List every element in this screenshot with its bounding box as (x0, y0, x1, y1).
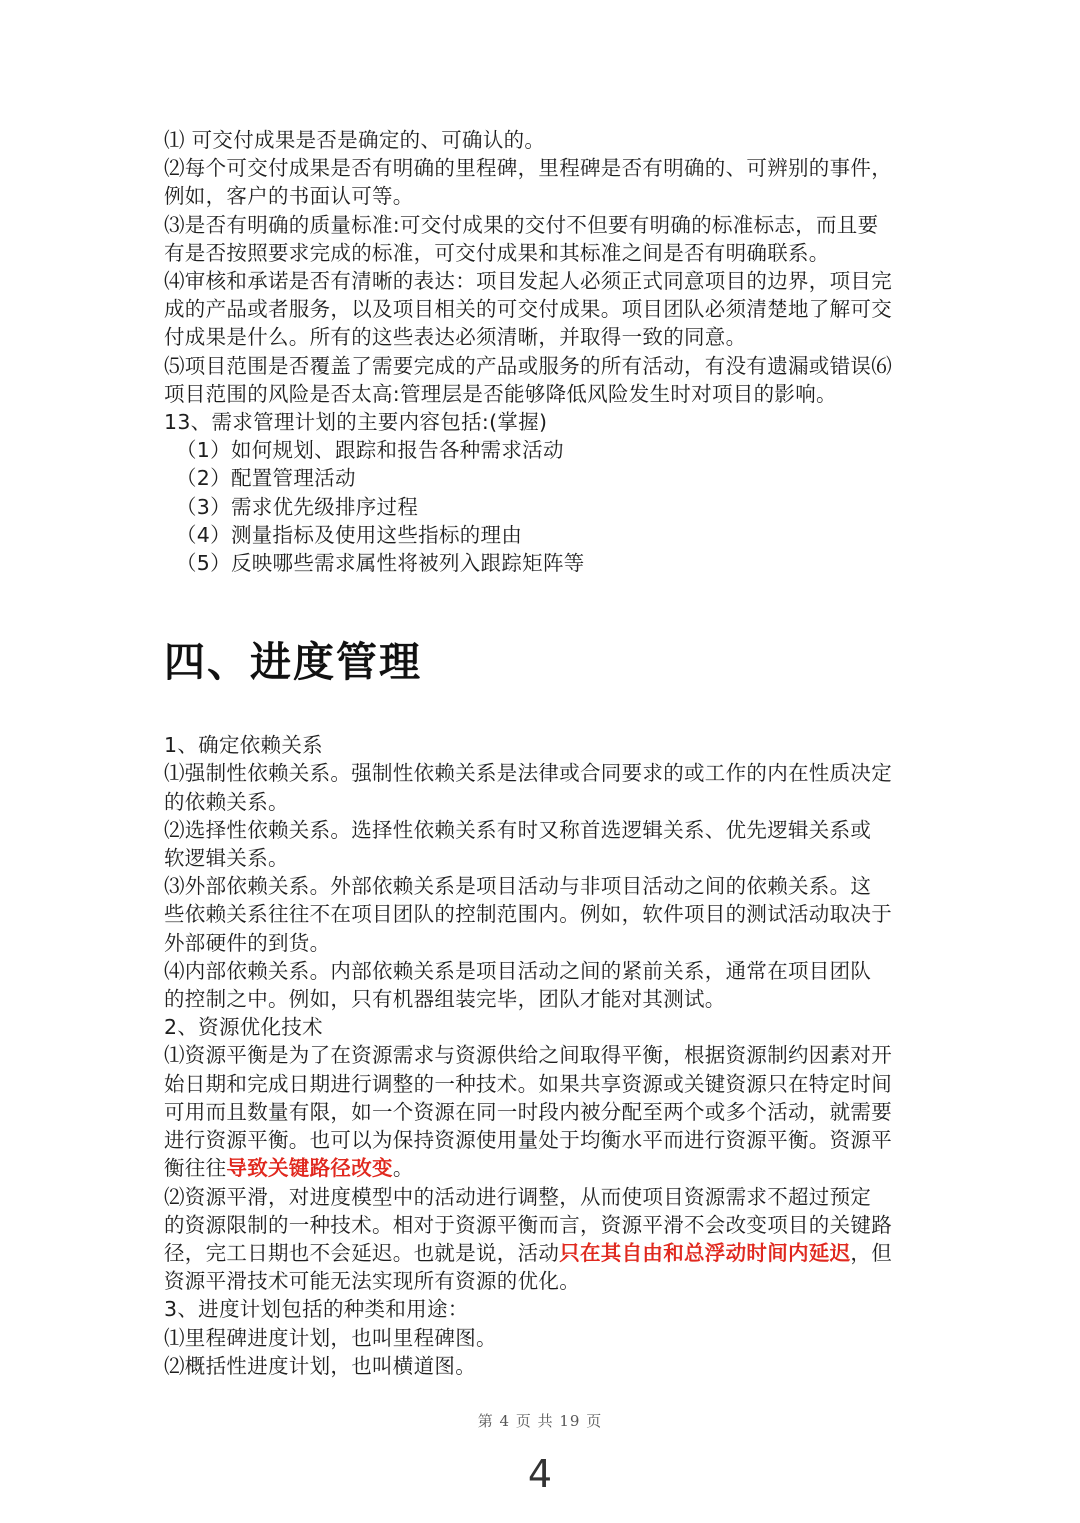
text-line: ⑶是否有明确的质量标准:可交付成果的交付不但要有明确的标准标志，而且要 (164, 212, 879, 237)
item-13-title: 13、需求管理计划的主要内容包括:(掌握) (164, 410, 548, 435)
text-span: 径，完工日期也不会延迟。也就是说，活动 (164, 1240, 560, 1265)
text-line: 进行资源平衡。也可以为保持资源使用量处于均衡水平而进行资源平衡。资源平 (164, 1128, 892, 1153)
scope-verification-list (164, 126, 924, 577)
page-number: 4 (527, 1452, 553, 1496)
schedule-management-section (164, 731, 924, 1380)
text-line: 成的产品或者服务，以及项目相关的可交付成果。项目团队必须清楚地了解可交 (164, 297, 892, 322)
text-line: 付成果是什么。所有的这些表达必须清晰，并取得一致的同意。 (164, 325, 747, 350)
text-line: 可用而且数量有限，如一个资源在同一时段内被分配至两个或多个活动，就需要 (164, 1099, 892, 1124)
text-line: 项目范围的风险是否太高:管理层是否能够降低风险发生时对项目的影响。 (164, 381, 837, 406)
text-line: ⑵选择性依赖关系。选择性依赖关系有时又称首选逻辑关系、优先逻辑关系或 (164, 817, 872, 842)
highlighted-text: 导致关键路径改变 (226, 1156, 393, 1181)
text-line: 2、资源优化技术 (164, 1015, 323, 1040)
text-line: 3、进度计划包括的种类和用途： (164, 1297, 469, 1322)
text-line: ⑴ 可交付成果是否是确定的、可确认的。 (164, 128, 546, 152)
text-line: ⑴强制性依赖关系。强制性依赖关系是法律或合同要求的或工作的内在性质决定 (164, 761, 892, 786)
text-line: ⑴里程碑进度计划，也叫里程碑图。 (164, 1325, 497, 1350)
text-line: ⑶外部依赖关系。外部依赖关系是项目活动与非项目活动之间的依赖关系。这 (164, 874, 872, 899)
text-line: ⑵每个可交付成果是否有明确的里程碑，里程碑是否有明确的、可辨别的事件， (164, 156, 892, 181)
text-line: 软逻辑关系。 (164, 846, 289, 871)
text-line: 的控制之中。例如，只有机器组装完毕，团队才能对其测试。 (164, 987, 726, 1012)
text-span: ，但 (850, 1240, 893, 1265)
text-line: ⑷内部依赖关系。内部依赖关系是项目活动之间的紧前关系，通常在项目团队 (164, 958, 872, 983)
text-line: ⑴资源平衡是为了在资源需求与资源供给之间取得平衡，根据资源制约因素对开 (164, 1043, 892, 1068)
text-line: ⑵概括性进度计划，也叫横道图。 (164, 1353, 476, 1378)
text-line: 的依赖关系。 (164, 789, 289, 814)
sub-list-item: （4）测量指标及使用这些指标的理由 (176, 522, 523, 547)
sub-list-item: （3）需求优先级排序过程 (176, 494, 419, 519)
text-line: 的资源限制的一种技术。相对于资源平衡而言，资源平滑不会改变项目的关键路 (164, 1212, 892, 1237)
text-line: ⑸项目范围是否覆盖了需要完成的产品或服务的所有活动，有没有遗漏或错误⑹ (164, 353, 892, 378)
text-line: 例如，客户的书面认可等。 (164, 184, 414, 209)
text-line (164, 1154, 924, 1182)
text-line: 资源平滑技术可能无法实现所有资源的优化。 (164, 1269, 580, 1294)
text-line: 外部硬件的到货。 (164, 930, 331, 955)
document-body (164, 126, 924, 1380)
sub-list-item: （5）反映哪些需求属性将被列入跟踪矩阵等 (176, 551, 585, 576)
text-span: 衡往往 (164, 1156, 227, 1181)
highlighted-text: 只在其自由和总浮动时间内延迟 (559, 1240, 851, 1265)
text-line: 始日期和完成日期进行调整的一种技术。如果共享资源或关键资源只在特定时间 (164, 1071, 892, 1096)
text-line: 些依赖关系往往不在项目团队的控制范围内。例如，软件项目的测试活动取决于 (164, 902, 892, 927)
section-heading: 四、进度管理 (164, 638, 422, 687)
text-line: ⑵资源平滑，对进度模型中的活动进行调整，从而使项目资源需求不超过预定 (164, 1184, 872, 1209)
sub-list-item: （2）配置管理活动 (176, 466, 356, 491)
text-line (164, 1239, 924, 1267)
sub-list-item: （1）如何规划、跟踪和报告各种需求活动 (176, 438, 564, 463)
text-span: 。 (392, 1156, 414, 1181)
text-line: 1、确定依赖关系 (164, 733, 323, 758)
text-line: 有是否按照要求完成的标准，可交付成果和其标准之间是否有明确联系。 (164, 240, 830, 265)
page-footer: 第 4 页 共 19 页 (477, 1412, 603, 1430)
text-line: ⑷审核和承诺是否有清晰的表达：项目发起人必须正式同意项目的边界，项目完 (164, 269, 892, 294)
